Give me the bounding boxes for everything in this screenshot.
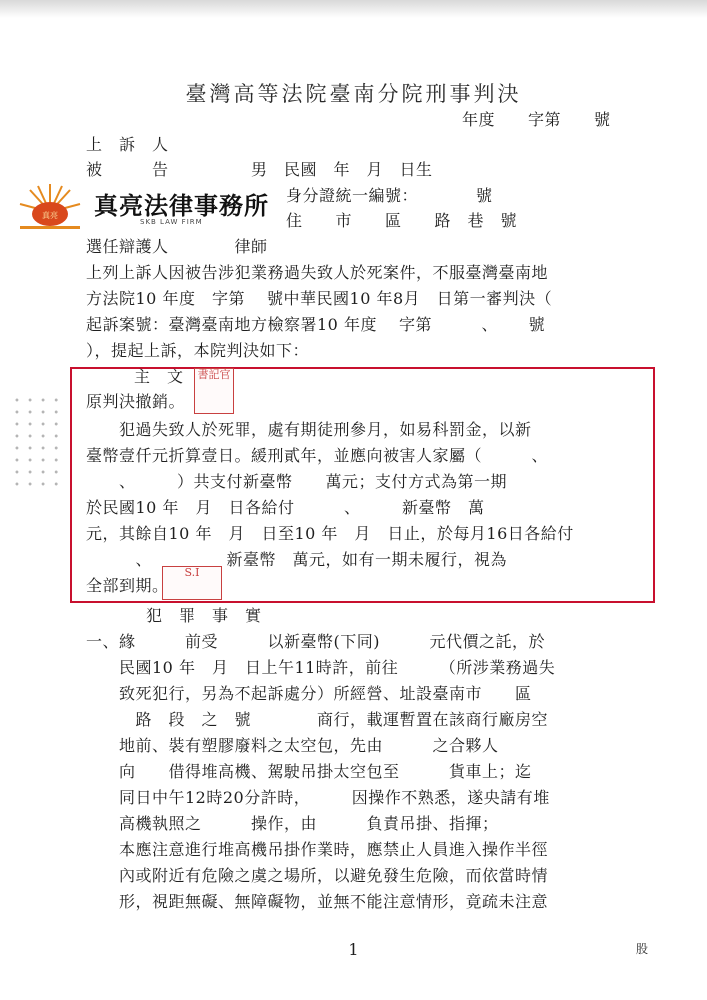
ruling-line: 原判決撤銷。 [86, 392, 186, 411]
facts-line: 本應注意進行堆高機吊掛作業時，應禁止人員進入操作半徑 [86, 840, 549, 859]
ruling-line: 犯過失致人於死罪，處有期徒刑參月，如易科罰金，以新 [86, 420, 532, 439]
ruling-line: 於民國10 年 月 日各給付 、 新臺幣 萬 [86, 498, 485, 517]
binding-holes: • • • • • • • • • • • • • • • • • • • • • • • • • • • • • • • • [14, 396, 62, 491]
facts-heading: 犯 罪 事 實 [146, 606, 262, 625]
clerk-stamp [194, 368, 234, 414]
ruling-line: 元，其餘自10 年 月 日至10 年 月 日止，於每月16日各給付 [86, 524, 574, 543]
facts-line: 民國10 年 月 日上午11時許，前往 （所涉業務過失 [86, 658, 556, 677]
counsel-line: 選任辯護人 律師 [86, 237, 268, 256]
facts-line: 向 借得堆高機、駕駛吊掛太空包至 貨車上；迄 [86, 762, 532, 781]
ruling-line: 臺幣壹仟元折算壹日。緩刑貳年，並應向被害人家屬（ 、 [86, 446, 549, 465]
footer-mark: 股 [636, 942, 649, 956]
page-edge-shadow [0, 0, 707, 18]
appellant-label: 上 訴 人 [86, 135, 169, 154]
facts-line: 內或附近有危險之虞之場所，以避免發生危險，而依當時情 [86, 866, 549, 885]
law-firm-name: 真亮法律事務所 [94, 191, 269, 220]
facts-line: 同日中午12時20分許時， 因操作不熟悉，遂央請有堆 [86, 788, 550, 807]
intro-line: 方法院10 年度 字第 號中華民國10 年8月 日第一審判決（ [86, 289, 553, 308]
address-line: 住 市 區 路 巷 號 [286, 211, 518, 230]
intro-line: 起訴案號：臺灣臺南地方檢察署10 年度 字第 、 號 [86, 315, 546, 334]
facts-line: 致死犯行，另為不起訴處分）所經營、址設臺南市 區 [86, 684, 532, 703]
sun-seal-icon [16, 182, 84, 232]
id-number-line: 身分證統一編號： 號 [286, 186, 493, 205]
clerk-stamp-text: 書記官 [197, 368, 231, 381]
document-title: 臺灣高等法院臺南分院刑事判決 [185, 82, 522, 106]
intro-line: ），提起上訴，本院判決如下： [86, 341, 310, 360]
intro-line: 上列上訴人因被告涉犯業務過失致人於死案件，不服臺灣臺南地 [86, 263, 549, 282]
facts-line: 高機執照之 操作，由 負責吊掛、指揮； [86, 814, 499, 833]
facts-line: 地前、裝有塑膠廢料之太空包，先由 之合夥人 [86, 736, 499, 755]
seal-stamp [162, 566, 222, 600]
seal-stamp-text: S.I [184, 566, 200, 579]
law-firm-subtitle: SKB LAW FIRM [140, 218, 203, 226]
law-firm-logo [16, 180, 296, 236]
ruling-line: 、 ）共支付新臺幣 萬元；支付方式為第一期 [86, 472, 508, 491]
main-heading: 主 文 [134, 367, 184, 386]
case-number: 年度 字第 號 [462, 110, 611, 129]
svg-text:真亮: 真亮 [42, 211, 58, 220]
page-number: 1 [348, 940, 359, 959]
ruling-line: 、 新臺幣 萬元，如有一期未履行，視為 [86, 550, 508, 569]
defendant-line: 被 告 男 民國 年 月 日生 [86, 160, 433, 179]
ruling-line: 全部到期。 [86, 576, 169, 595]
facts-line: 路 段 之 號 商行，載運暫置在該商行廠房空 [86, 710, 549, 729]
facts-line: 形，視距無礙、無障礙物，並無不能注意情形，竟疏未注意 [86, 892, 549, 911]
facts-line: 一、緣 前受 以新臺幣(下同) 元代價之託，於 [86, 632, 545, 651]
